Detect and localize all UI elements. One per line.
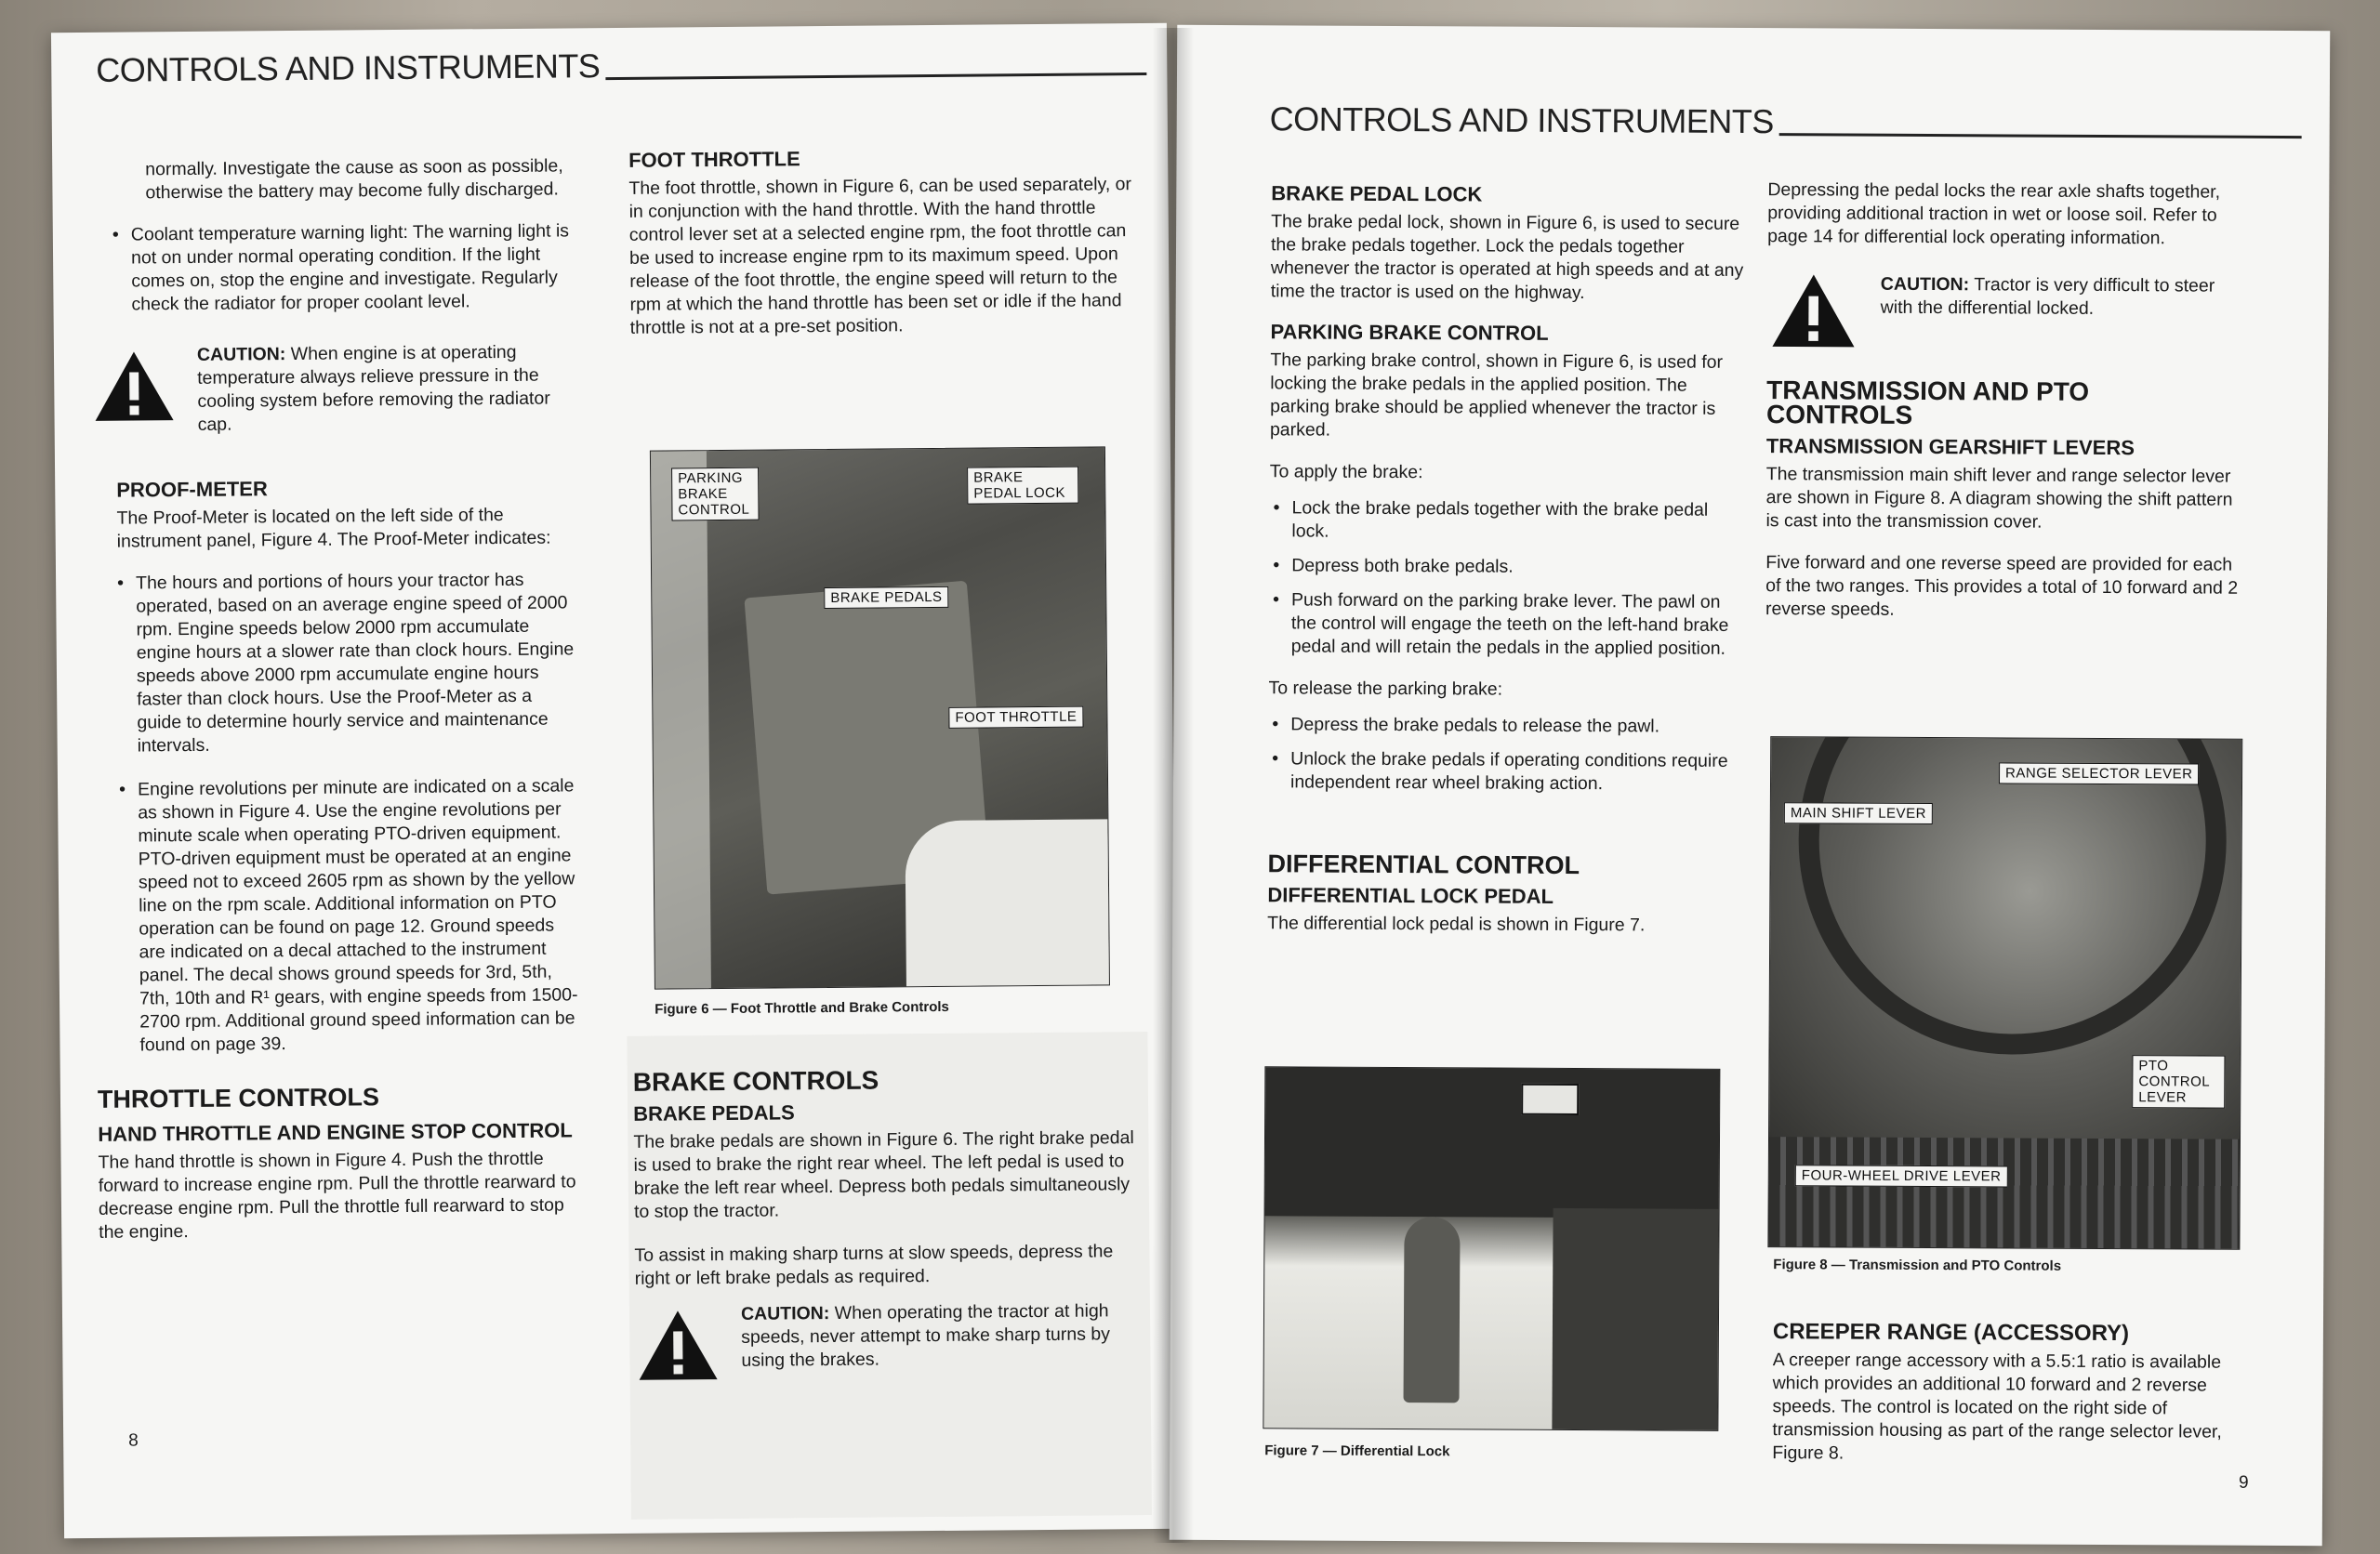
right-page bbox=[1170, 25, 2331, 1546]
caution-box-differential bbox=[1766, 267, 2250, 353]
decal-icon bbox=[1521, 1084, 1579, 1115]
speeds-paragraph: Five forward and one reverse speed are provided for each of the two ranges. This provides a total of 10 forward and 2 reverse speeds. bbox=[1765, 552, 2239, 620]
callout-main-shift-label: MAIN SHIFT LEVER bbox=[1790, 805, 1926, 822]
creeper-range-paragraph: A creeper range accessory with a 5.5:1 ratio is available which provides an additional 10 forward and 2 reverse speeds. The control is located on the right side of transmission housing as part of the range selector lever, Figure 8. bbox=[1772, 1350, 2222, 1464]
callout-parking-brake-label: PARKING BRAKE CONTROL bbox=[678, 469, 750, 519]
left-column-1 bbox=[89, 154, 582, 1257]
foot-throttle-paragraph: The foot throttle, shown in Figure 6, can be used separately, or in conjunction with the hand throttle. With the hand throttle control lever set at a selected engine rpm, the foot throttle can be used to increase engine rpm to its maximum speed. Upon release of the foot throttle, the engine speed will return to the rpm at which the hand throttle has been set or idle if the hand throttle is not at a pre-set position. bbox=[628, 174, 1132, 338]
caution-text-differential bbox=[1881, 273, 2251, 322]
gearshift-heading: TRANSMISSION GEARSHIFT LEVERS bbox=[1765, 434, 2135, 460]
right-page-header bbox=[1270, 99, 2302, 144]
brake-pedal-lock-heading: BRAKE PEDAL LOCK bbox=[1271, 181, 1483, 206]
gearshift-paragraph: The transmission main shift lever and range selector lever are shown in Figure 8. A diagram showing the shift pattern is cast into the transmission cover. bbox=[1765, 464, 2233, 533]
warning-triangle-icon bbox=[635, 1307, 721, 1384]
callout-foot-throttle bbox=[948, 706, 1083, 729]
apply-list bbox=[1269, 496, 1744, 661]
page-number-right: 9 bbox=[2239, 1472, 2249, 1493]
right-header-title: CONTROLS AND INSTRUMENTS bbox=[1269, 99, 1774, 141]
left-page-header bbox=[96, 42, 1146, 90]
callout-four-wheel-drive bbox=[1795, 1165, 2008, 1187]
figure-6-photo bbox=[650, 446, 1110, 989]
callout-range-selector bbox=[1999, 762, 2200, 784]
apply-step-2: • Depress both brake pedals. bbox=[1269, 554, 1743, 580]
caution-label: CAUTION: bbox=[196, 344, 286, 365]
differential-lock-heading: DIFFERENTIAL LOCK PEDAL bbox=[1267, 883, 1554, 908]
fender-shape bbox=[905, 819, 1110, 989]
figure-6-caption: Figure 6 — Foot Throttle and Brake Controls bbox=[654, 998, 949, 1018]
caution-label: CAUTION: bbox=[1880, 273, 1970, 296]
left-header-title: CONTROLS AND INSTRUMENTS bbox=[96, 46, 601, 89]
apply-step-1: • Lock the brake pedals together with the brake pedal lock. bbox=[1269, 496, 1743, 546]
callout-range-selector-label: RANGE SELECTOR LEVER bbox=[2005, 765, 2193, 783]
coolant-list bbox=[90, 219, 575, 317]
right-column-2 bbox=[1765, 178, 2252, 637]
release-intro: To release the parking brake: bbox=[1268, 678, 1503, 700]
brake-pedals-heading: BRAKE PEDALS bbox=[633, 1100, 795, 1126]
proof-meter-heading: PROOF-METER bbox=[116, 477, 268, 502]
caution-body: Tractor is very difficult to steer with the differential locked. bbox=[1880, 274, 2215, 319]
warning-triangle-icon bbox=[91, 348, 178, 425]
apply-intro: To apply the brake: bbox=[1269, 461, 1423, 483]
left-column-2 bbox=[619, 144, 1142, 353]
caution-text-coolant bbox=[197, 340, 575, 437]
left-page bbox=[51, 23, 1180, 1538]
warning-triangle-icon bbox=[1766, 270, 1859, 351]
callout-brake-pedals bbox=[824, 586, 948, 609]
parking-brake-paragraph: The parking brake control, shown in Figure 6, is used for locking the brake pedals in the applied position. The parking brake should be applied whenever the tractor is parked. bbox=[1269, 349, 1724, 441]
proof-meter-list bbox=[93, 568, 581, 1058]
apply-step-3: • Push forward on the parking brake lever. The pawl on the control will engage the teeth on the left-hand brake pedal and will retain the pedals in the applied position. bbox=[1269, 588, 1743, 661]
sharp-turns-paragraph: To assist in making sharp turns at slow speeds, depress the right or left brake pedals as required. bbox=[634, 1241, 1114, 1289]
book-spine-shadow bbox=[1153, 28, 1194, 1543]
header-rule bbox=[1779, 133, 2302, 138]
top-dark-area bbox=[1265, 1067, 1721, 1218]
callout-four-wheel-drive-label: FOUR-WHEEL DRIVE LEVER bbox=[1801, 1167, 2002, 1185]
release-list bbox=[1268, 713, 1742, 797]
page-number-left: 8 bbox=[128, 1430, 139, 1451]
right-column-2-lower bbox=[1772, 1320, 2256, 1481]
brake-pedals-paragraph: The brake pedals are shown in Figure 6. The right brake pedal is used to brake the right rear wheel. The left pedal is used to brake the left rear wheel. Depress both pedals simultaneously to stop the tractor. bbox=[633, 1127, 1134, 1222]
header-rule bbox=[605, 72, 1146, 80]
coolant-bullet: • Coolant temperature warning light: The warning light is not on under normal operating condition. If the light comes on, stop the engine and investigate. Regularly check the radiator for proper coolant level. bbox=[109, 219, 575, 316]
brake-pedal-lock-paragraph: The brake pedal lock, shown in Figure 6, is used to secure the brake pedals together. Lock the pedals together whenever the tractor is operated at high speeds and at any time the tractor is used on the highway. bbox=[1270, 211, 1744, 304]
figure-8-caption: Figure 8 — Transmission and PTO Controls bbox=[1773, 1257, 2062, 1274]
callout-pto-control bbox=[2132, 1055, 2225, 1109]
proof-meter-paragraph: The Proof-Meter is located on the left side of the instrument panel, Figure 4. The Proof-Meter indicates: bbox=[116, 505, 551, 552]
proof-bullet-rpm: • Engine revolutions per minute are indicated on a scale as shown in Figure 4. Use the engine revolutions per minute scale when operating PTO-driven equipment. PTO-driven equipment must be operated at an engine speed not to exceed 2605 rpm as shown by the yellow line on the rpm scale. Additional information on PTO operation can be found on page 12. Ground speeds are indicated on a decal attached to the instrument panel. The decal shows ground speeds for 3rd, 5th, 7th, 10th and R¹ gears, with engine speeds from 1500-2700 rpm. Additional ground speed information can be found on page 39. bbox=[115, 774, 581, 1057]
proof-bullet-hours: • The hours and portions of hours your tractor has operated, based on an average engine speed of 2000 rpm. Engine speeds below 2000 rpm accumulate engine hours at a slower rate than clock hours. Engine speeds above 2000 rpm accumulate engine hours faster than clock hours. Use the Proof-Meter as a guide to determine hourly service and maintenance intervals. bbox=[113, 568, 578, 757]
figure-7-caption: Figure 7 — Differential Lock bbox=[1264, 1442, 1450, 1460]
foot-throttle-heading: FOOT THROTTLE bbox=[628, 147, 800, 172]
caution-body: When operating the tractor at high speeds, never attempt to make sharp turns by using the brakes. bbox=[741, 1300, 1111, 1371]
callout-brake-pedal-lock bbox=[967, 467, 1078, 505]
differential-paragraph: The differential lock pedal is shown in Figure 7. bbox=[1267, 913, 1646, 936]
throttle-controls-heading: THROTTLE CONTROLS bbox=[97, 1083, 380, 1113]
callout-pto-control-label: PTO CONTROL LEVER bbox=[2138, 1058, 2210, 1106]
hand-throttle-heading: HAND THROTTLE AND ENGINE STOP CONTROL bbox=[98, 1118, 573, 1146]
floor-grating bbox=[1768, 1137, 2241, 1250]
callout-parking-brake bbox=[671, 468, 759, 521]
differential-control-heading: DIFFERENTIAL CONTROL bbox=[1267, 849, 1580, 880]
battery-paragraph: normally. Investigate the cause as soon as possible, otherwise the battery may become fully discharged. bbox=[145, 155, 563, 204]
brake-controls-heading: BRAKE CONTROLS bbox=[632, 1065, 879, 1097]
callout-brake-pedals-label: BRAKE PEDALS bbox=[830, 588, 943, 606]
transmission-pto-heading: TRANSMISSION AND PTO CONTROLS bbox=[1766, 375, 2090, 429]
callout-brake-pedal-lock-label: BRAKE PEDAL LOCK bbox=[973, 469, 1066, 502]
creeper-range-heading: CREEPER RANGE (ACCESSORY) bbox=[1772, 1319, 2130, 1347]
caution-label: CAUTION: bbox=[740, 1303, 830, 1324]
pedal-housing bbox=[1552, 1208, 1720, 1431]
differential-pedal-shape bbox=[1404, 1217, 1461, 1403]
callout-foot-throttle-label: FOOT THROTTLE bbox=[955, 708, 1078, 726]
release-step-1: • Depress the brake pedals to release the pawl. bbox=[1268, 713, 1742, 739]
release-step-2: • Unlock the brake pedals if operating conditions require independent rear wheel braking action. bbox=[1268, 747, 1742, 797]
figure-8-photo bbox=[1767, 736, 2242, 1250]
depress-paragraph: Depressing the pedal locks the rear axle shafts together, providing additional traction in wet or loose soil. Refer to page 14 for differential lock operating information. bbox=[1767, 179, 2221, 249]
caution-box-coolant bbox=[91, 340, 575, 438]
right-column-1 bbox=[1267, 181, 1745, 951]
caution-box-brakes bbox=[635, 1299, 1143, 1384]
callout-main-shift bbox=[1784, 802, 1933, 824]
left-edge-shape bbox=[651, 451, 711, 990]
caution-body: When engine is at operating temperature always relieve pressure in the cooling system before removing the radiator cap. bbox=[197, 341, 550, 435]
left-column-2-lower bbox=[633, 1064, 1143, 1408]
parking-brake-heading: PARKING BRAKE CONTROL bbox=[1270, 320, 1549, 345]
figure-7-photo bbox=[1263, 1066, 1720, 1431]
hand-throttle-paragraph: The hand throttle is shown in Figure 4. Push the throttle forward to increase engine rpm. Pull the throttle rearward to decrease engine rpm. Pull the throttle full rearward to stop the engine. bbox=[98, 1148, 576, 1243]
caution-text-brakes bbox=[741, 1299, 1143, 1373]
